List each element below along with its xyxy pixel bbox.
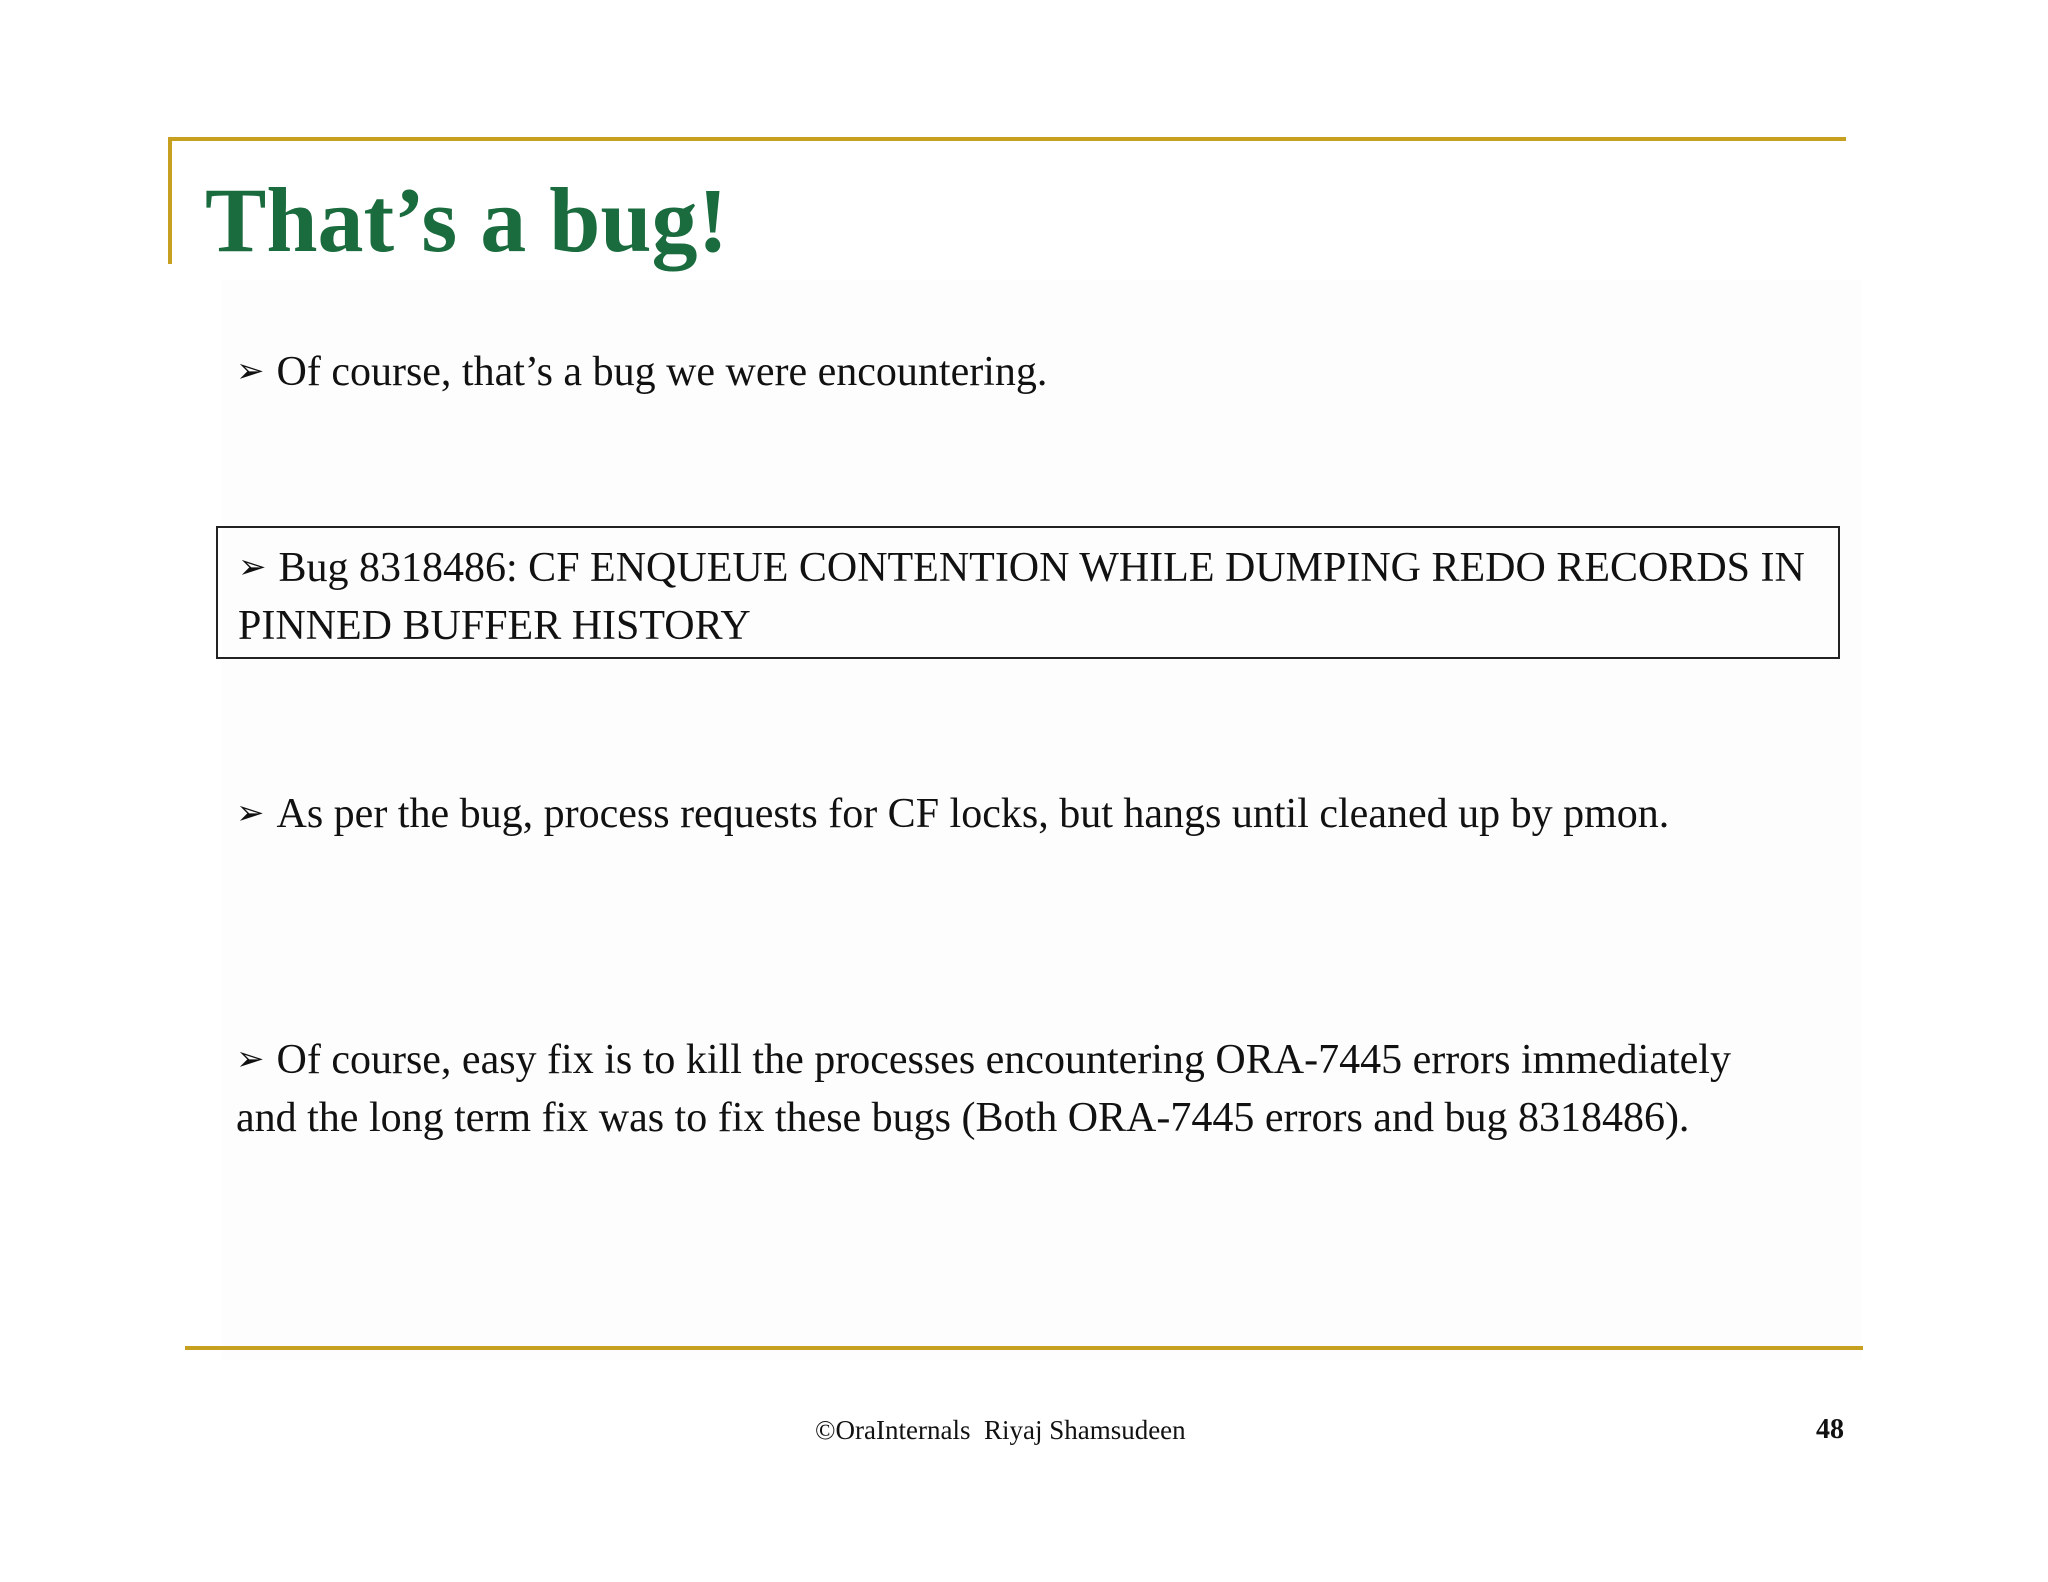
bug-callout-box bbox=[216, 526, 1840, 659]
bullet-item-3 bbox=[236, 786, 1669, 844]
bullet-text-2: Bug 8318486: CF ENQUEUE CONTENTION WHILE DUMPING REDO RECORDS IN PINNED BUFFER HISTORY bbox=[238, 545, 1805, 649]
slide-title: That’s a bug! bbox=[205, 169, 729, 271]
bullet-item-1 bbox=[236, 344, 1047, 402]
footer-copyright: ©OraInternals Riyaj Shamsudeen bbox=[815, 1415, 1186, 1445]
arrow-bullet-icon: ➢ bbox=[236, 351, 265, 391]
bullet-text-1: Of course, that’s a bug we were encountering. bbox=[276, 349, 1048, 395]
bullet-text-4: Of course, easy fix is to kill the processes encountering ORA-7445 errors immediately and the long term fix was to fix these bugs (Both ORA-7445 errors and bug 8318486). bbox=[236, 1037, 1731, 1141]
bottom-accent-rule bbox=[185, 1346, 1863, 1350]
bullet-text-3: As per the bug, process requests for CF locks, but hangs until cleaned up by pmon. bbox=[276, 791, 1670, 837]
top-accent-rule bbox=[168, 137, 1846, 141]
arrow-bullet-icon: ➢ bbox=[236, 1039, 265, 1079]
bullet-item-4 bbox=[236, 1032, 1796, 1146]
arrow-bullet-icon: ➢ bbox=[236, 793, 265, 833]
arrow-bullet-icon: ➢ bbox=[238, 547, 267, 587]
left-accent-rule bbox=[168, 137, 172, 264]
page-number: 48 bbox=[1816, 1414, 1844, 1445]
